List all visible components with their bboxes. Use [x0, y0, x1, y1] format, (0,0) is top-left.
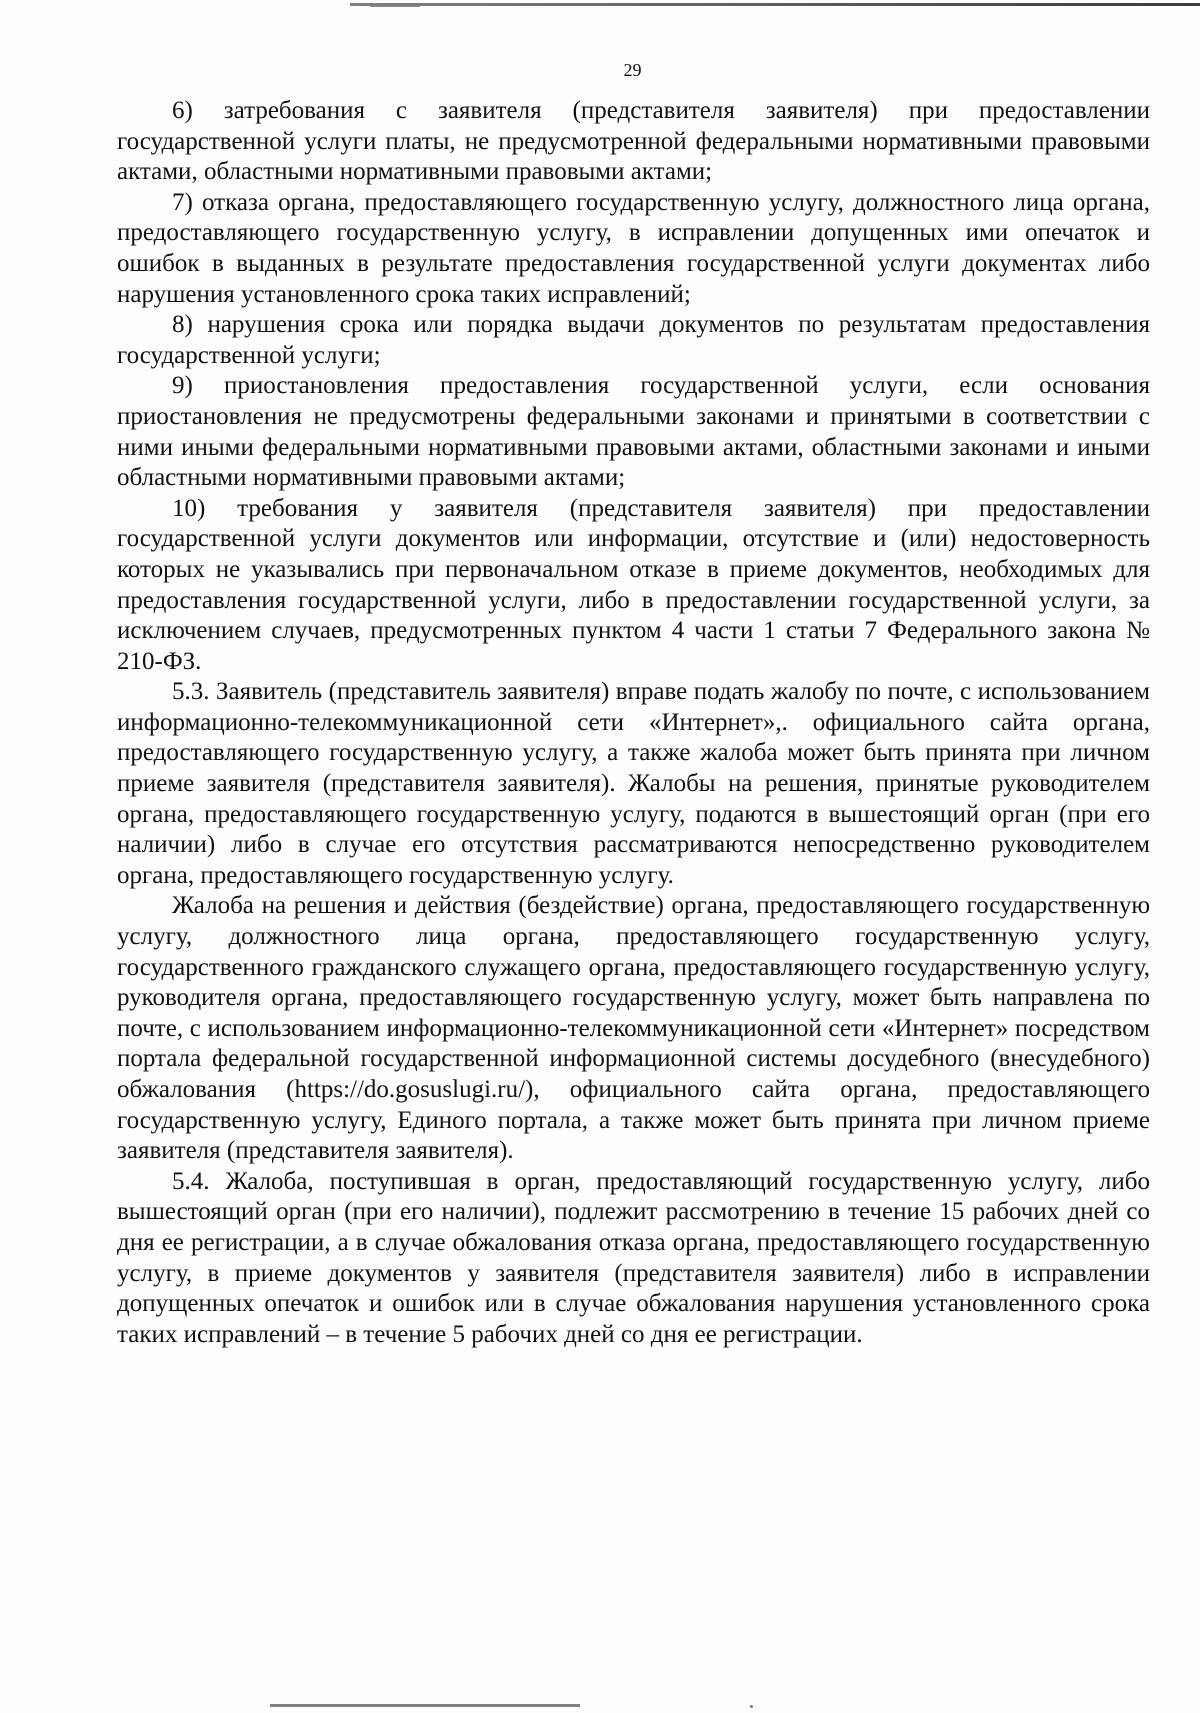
paragraph-item-7: 7) отказа органа, предоставляющего государственную услугу, должностного лица органа, предоставляющего государственную услугу, в исправлении допущенных ими опечаток и ошибок в выданных в результате предоставления государственной услуги документах либо нарушения установленного срока таких исправлений;	[117, 188, 1150, 308]
document-body	[117, 96, 1150, 1350]
paragraph-section-5-3: 5.3. Заявитель (представитель заявителя) вправе подать жалобу по почте, с использованием информационно-телекоммуникационной сети «Интернет»,. официального сайта органа, предоставляющего государственную услугу, а также жалоба может быть принята при личном приеме заявителя (представителя заявителя). Жалобы на решения, принятые руководителем органа, предоставляющего государственную услугу, подаются в вышестоящий орган (при его наличии) либо в случае его отсутствия рассматриваются непосредственно руководителем органа, предоставляющего государственную услугу.	[117, 678, 1150, 889]
page-number: 29	[623, 60, 642, 80]
paragraph-section-5-4: 5.4. Жалоба, поступившая в орган, предоставляющий государственную услугу, либо вышестоящий орган (при его наличии), подлежит рассмотрению в течение 15 рабочих дней со дня ее регистрации, а в случае обжалования отказа органа, предоставляющего государственную услугу, в приеме документов у заявителя (представителя заявителя) либо в исправлении допущенных опечаток и ошибок или в случае обжалования нарушения установленного срока таких исправлений – в течение 5 рабочих дней со дня ее регистрации.	[117, 1167, 1150, 1348]
scan-artifact-top-mark	[370, 6, 420, 7]
scan-artifact-top-line	[350, 3, 1200, 6]
scan-artifact-bottom-dot	[750, 1705, 753, 1708]
paragraph-item-10: 10) требования у заявителя (представителя заявителя) при предоставлении государственной услуги документов или информации, отсутствие и (или) недостоверность которых не указывались при первоначальном отказе в приеме документов, необходимых для предоставления государственной услуги, либо в предоставлении государственной услуги, за исключением случаев, предусмотренных пунктом 4 части 1 статьи 7 Федерального закона № 210-ФЗ.	[117, 494, 1150, 675]
paragraph-item-8: 8) нарушения срока или порядка выдачи документов по результатам предоставления государственной услуги;	[117, 311, 1150, 369]
paragraph-complaint-channels: Жалоба на решения и действия (бездействие) органа, предоставляющего государственную услугу, должностного лица органа, предоставляющего государственную услугу, государственного гражданского служащего органа, предоставляющего государственную услугу, руководителя органа, предоставляющего государственную услугу, может быть направлена по почте, с использованием информационно-телекоммуникационной сети «Интернет» посредством портала федеральной государственной информационной системы досудебного (внесудебного) обжалования (https://do.gosuslugi.ru/), официального сайта органа, предоставляющего государственную услугу, Единого портала, а также может быть принята при личном приеме заявителя (представителя заявителя).	[117, 892, 1150, 1165]
paragraph-item-9: 9) приостановления предоставления государственной услуги, если основания приостановления не предусмотрены федеральными законами и принятыми в соответствии с ними иными федеральными нормативными правовыми актами, областными законами и иными областными нормативными правовыми актами;	[117, 372, 1150, 492]
paragraph-item-6: 6) затребования с заявителя (представителя заявителя) при предоставлении государственной услуги платы, не предусмотренной федеральными нормативными правовыми актами, областными нормативными правовыми актами;	[117, 97, 1150, 186]
scan-artifact-bottom-line	[270, 1704, 580, 1707]
